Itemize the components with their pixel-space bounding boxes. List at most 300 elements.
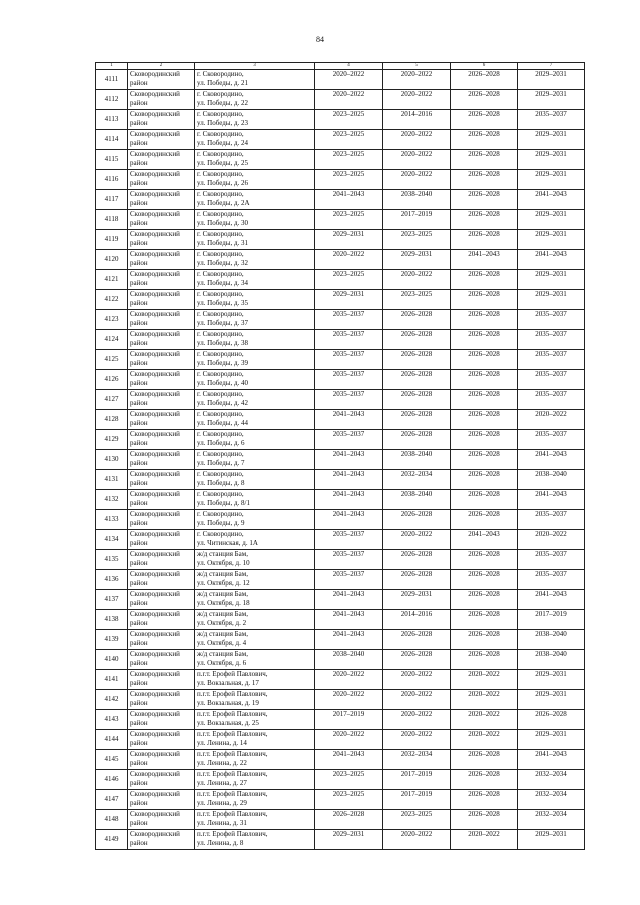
address-line: ж/д станция Бам, <box>197 630 248 638</box>
table-row <box>96 230 585 250</box>
period-cell-col4: 2023–2025 <box>315 210 383 230</box>
district-line: Сковородинский <box>130 270 180 278</box>
district-line: район <box>130 839 148 847</box>
period-cell-col7: 2035–2037 <box>518 510 585 530</box>
district-cell <box>128 150 195 170</box>
period-cell-col5: 2026–2028 <box>383 630 451 650</box>
address-line: п.г.т. Ерофей Павлович, <box>197 810 268 818</box>
table-row <box>96 810 585 830</box>
district-line: район <box>130 739 148 747</box>
district-cell <box>128 730 195 750</box>
district-line: Сковородинский <box>130 70 180 78</box>
district-line: район <box>130 659 148 667</box>
address-line: ул. Победы, д. 31 <box>197 239 249 247</box>
address-line: ул. Октября, д. 6 <box>197 659 247 667</box>
address-cell <box>195 670 315 690</box>
period-cell-col6: 2026–2028 <box>451 750 518 770</box>
address-cell <box>195 450 315 470</box>
district-line: Сковородинский <box>130 770 180 778</box>
table-row <box>96 750 585 770</box>
row-number-cell: 4121 <box>96 270 128 290</box>
district-line: Сковородинский <box>130 730 180 738</box>
period-cell-col4: 2029–2031 <box>315 830 383 850</box>
district-line: Сковородинский <box>130 830 180 838</box>
period-cell-col6: 2026–2028 <box>451 550 518 570</box>
period-cell-col5: 2020–2022 <box>383 130 451 150</box>
district-cell <box>128 190 195 210</box>
address-line: ж/д станция Бам, <box>197 590 248 598</box>
district-cell <box>128 630 195 650</box>
address-line: г. Сковородино, <box>197 450 244 458</box>
row-number-cell: 4136 <box>96 570 128 590</box>
address-line: г. Сковородино, <box>197 290 244 298</box>
table-row <box>96 450 585 470</box>
period-cell-col4: 2023–2025 <box>315 770 383 790</box>
district-line: район <box>130 559 148 567</box>
period-cell-col6: 2026–2028 <box>451 150 518 170</box>
address-line: ул. Октября, д. 4 <box>197 639 247 647</box>
district-line: Сковородинский <box>130 370 180 378</box>
district-line: Сковородинский <box>130 790 180 798</box>
table-row <box>96 550 585 570</box>
table-row <box>96 270 585 290</box>
period-cell-col6: 2026–2028 <box>451 630 518 650</box>
period-cell-col4: 2023–2025 <box>315 170 383 190</box>
district-cell <box>128 770 195 790</box>
district-line: район <box>130 279 148 287</box>
district-line: Сковородинский <box>130 90 180 98</box>
period-cell-col7: 2041–2043 <box>518 750 585 770</box>
district-line: Сковородинский <box>130 210 180 218</box>
period-cell-col6: 2026–2028 <box>451 70 518 90</box>
period-cell-col7: 2035–2037 <box>518 350 585 370</box>
address-cell <box>195 170 315 190</box>
table-row <box>96 470 585 490</box>
district-line: район <box>130 359 148 367</box>
address-line: ул. Победы, д. 2А <box>197 199 250 207</box>
district-line: район <box>130 799 148 807</box>
district-line: район <box>130 499 148 507</box>
table-row <box>96 490 585 510</box>
address-cell <box>195 330 315 350</box>
period-cell-col6: 2026–2028 <box>451 170 518 190</box>
period-cell-col7: 2041–2043 <box>518 190 585 210</box>
table-row <box>96 730 585 750</box>
address-line: ул. Победы, д. 8/1 <box>197 499 250 507</box>
district-cell <box>128 650 195 670</box>
period-cell-col6: 2020–2022 <box>451 710 518 730</box>
period-cell-col7: 2038–2040 <box>518 650 585 670</box>
address-cell <box>195 70 315 90</box>
period-cell-col4: 2017–2019 <box>315 710 383 730</box>
row-number-cell: 4122 <box>96 290 128 310</box>
period-cell-col6: 2026–2028 <box>451 230 518 250</box>
row-number-cell: 4147 <box>96 790 128 810</box>
period-cell-col6: 2026–2028 <box>451 650 518 670</box>
period-cell-col7: 2038–2040 <box>518 630 585 650</box>
district-line: район <box>130 419 148 427</box>
address-line: г. Сковородино, <box>197 250 244 258</box>
address-line: ул. Победы, д. 21 <box>197 79 249 87</box>
district-cell <box>128 130 195 150</box>
header-cell: 2 <box>128 63 195 70</box>
address-line: ул. Октября, д. 2 <box>197 619 247 627</box>
period-cell-col7: 2029–2031 <box>518 270 585 290</box>
period-cell-col6: 2026–2028 <box>451 90 518 110</box>
district-line: Сковородинский <box>130 450 180 458</box>
district-line: Сковородинский <box>130 670 180 678</box>
district-cell <box>128 330 195 350</box>
period-cell-col4: 2041–2043 <box>315 610 383 630</box>
period-cell-col5: 2020–2022 <box>383 670 451 690</box>
period-cell-col5: 2026–2028 <box>383 570 451 590</box>
table-row <box>96 510 585 530</box>
header-cell: 3 <box>195 63 315 70</box>
period-cell-col5: 2038–2040 <box>383 490 451 510</box>
address-cell <box>195 130 315 150</box>
row-number-cell: 4120 <box>96 250 128 270</box>
period-cell-col6: 2020–2022 <box>451 830 518 850</box>
period-cell-col5: 2026–2028 <box>383 330 451 350</box>
period-cell-col4: 2035–2037 <box>315 310 383 330</box>
period-cell-col6: 2026–2028 <box>451 410 518 430</box>
address-line: ул. Победы, д. 7 <box>197 459 245 467</box>
period-cell-col4: 2035–2037 <box>315 530 383 550</box>
address-line: ул. Ленина, д. 29 <box>197 799 247 807</box>
period-cell-col7: 2032–2034 <box>518 810 585 830</box>
district-line: район <box>130 779 148 787</box>
district-cell <box>128 430 195 450</box>
period-cell-col5: 2020–2022 <box>383 90 451 110</box>
address-line: ул. Октября, д. 10 <box>197 559 250 567</box>
period-cell-col4: 2020–2022 <box>315 670 383 690</box>
period-cell-col7: 2020–2022 <box>518 530 585 550</box>
row-number-cell: 4146 <box>96 770 128 790</box>
address-line: ул. Победы, д. 37 <box>197 319 249 327</box>
district-cell <box>128 390 195 410</box>
row-number-cell: 4130 <box>96 450 128 470</box>
district-line: район <box>130 179 148 187</box>
district-line: район <box>130 439 148 447</box>
table-row <box>96 590 585 610</box>
address-line: г. Сковородино, <box>197 310 244 318</box>
address-cell <box>195 290 315 310</box>
address-cell <box>195 750 315 770</box>
address-line: г. Сковородино, <box>197 170 244 178</box>
row-number-cell: 4144 <box>96 730 128 750</box>
address-line: ул. Победы, д. 35 <box>197 299 249 307</box>
period-cell-col4: 2023–2025 <box>315 110 383 130</box>
address-cell <box>195 90 315 110</box>
header-cell: 6 <box>451 63 518 70</box>
address-line: ул. Вокзальная, д. 17 <box>197 679 259 687</box>
period-cell-col7: 2032–2034 <box>518 770 585 790</box>
address-line: ул. Победы, д. 44 <box>197 419 249 427</box>
table-row <box>96 410 585 430</box>
district-line: район <box>130 119 148 127</box>
address-line: г. Сковородино, <box>197 110 244 118</box>
period-cell-col4: 2035–2037 <box>315 350 383 370</box>
period-cell-col5: 2020–2022 <box>383 690 451 710</box>
district-line: Сковородинский <box>130 170 180 178</box>
address-cell <box>195 710 315 730</box>
district-line: Сковородинский <box>130 810 180 818</box>
row-number-cell: 4148 <box>96 810 128 830</box>
address-line: ул. Победы, д. 26 <box>197 179 249 187</box>
district-line: район <box>130 239 148 247</box>
address-cell <box>195 470 315 490</box>
address-cell <box>195 110 315 130</box>
row-number-cell: 4129 <box>96 430 128 450</box>
row-number-cell: 4141 <box>96 670 128 690</box>
table-row <box>96 830 585 850</box>
district-line: Сковородинский <box>130 470 180 478</box>
row-number-cell: 4127 <box>96 390 128 410</box>
period-cell-col4: 2023–2025 <box>315 130 383 150</box>
district-cell <box>128 670 195 690</box>
period-cell-col6: 2026–2028 <box>451 270 518 290</box>
period-cell-col4: 2038–2040 <box>315 650 383 670</box>
period-cell-col7: 2035–2037 <box>518 370 585 390</box>
period-cell-col7: 2029–2031 <box>518 150 585 170</box>
period-cell-col5: 2038–2040 <box>383 190 451 210</box>
period-cell-col7: 2041–2043 <box>518 590 585 610</box>
period-cell-col5: 2032–2034 <box>383 750 451 770</box>
period-cell-col6: 2041–2043 <box>451 530 518 550</box>
district-cell <box>128 550 195 570</box>
address-line: ул. Победы, д. 39 <box>197 359 249 367</box>
period-cell-col7: 2035–2037 <box>518 550 585 570</box>
row-number-cell: 4134 <box>96 530 128 550</box>
district-line: Сковородинский <box>130 190 180 198</box>
address-line: г. Сковородино, <box>197 390 244 398</box>
district-line: Сковородинский <box>130 330 180 338</box>
row-number-cell: 4111 <box>96 70 128 90</box>
district-cell <box>128 470 195 490</box>
row-number-cell: 4133 <box>96 510 128 530</box>
period-cell-col5: 2023–2025 <box>383 230 451 250</box>
table-row <box>96 90 585 110</box>
table-row <box>96 110 585 130</box>
address-cell <box>195 810 315 830</box>
period-cell-col4: 2029–2031 <box>315 290 383 310</box>
period-cell-col4: 2041–2043 <box>315 630 383 650</box>
period-cell-col6: 2026–2028 <box>451 310 518 330</box>
address-line: ул. Октября, д. 18 <box>197 599 250 607</box>
address-cell <box>195 550 315 570</box>
district-line: Сковородинский <box>130 150 180 158</box>
housing-register-table <box>95 62 585 850</box>
district-line: Сковородинский <box>130 550 180 558</box>
period-cell-col7: 2029–2031 <box>518 70 585 90</box>
period-cell-col5: 2017–2019 <box>383 210 451 230</box>
district-line: Сковородинский <box>130 110 180 118</box>
row-number-cell: 4125 <box>96 350 128 370</box>
period-cell-col6: 2026–2028 <box>451 110 518 130</box>
address-line: г. Сковородино, <box>197 210 244 218</box>
period-cell-col7: 2029–2031 <box>518 730 585 750</box>
district-cell <box>128 710 195 730</box>
district-line: Сковородинский <box>130 530 180 538</box>
address-line: г. Сковородино, <box>197 190 244 198</box>
period-cell-col4: 2041–2043 <box>315 590 383 610</box>
district-line: Сковородинский <box>130 630 180 638</box>
district-line: район <box>130 539 148 547</box>
period-cell-col5: 2029–2031 <box>383 250 451 270</box>
table-row <box>96 350 585 370</box>
period-cell-col6: 2026–2028 <box>451 430 518 450</box>
period-cell-col6: 2026–2028 <box>451 570 518 590</box>
address-cell <box>195 830 315 850</box>
district-line: район <box>130 259 148 267</box>
period-cell-col5: 2020–2022 <box>383 270 451 290</box>
table-row <box>96 630 585 650</box>
table-row <box>96 190 585 210</box>
address-cell <box>195 650 315 670</box>
period-cell-col5: 2026–2028 <box>383 510 451 530</box>
district-cell <box>128 490 195 510</box>
period-cell-col5: 2023–2025 <box>383 290 451 310</box>
table-row <box>96 650 585 670</box>
period-cell-col5: 2017–2019 <box>383 770 451 790</box>
table-row <box>96 370 585 390</box>
district-cell <box>128 750 195 770</box>
district-cell <box>128 350 195 370</box>
row-number-cell: 4145 <box>96 750 128 770</box>
address-line: ул. Ленина, д. 31 <box>197 819 247 827</box>
address-line: ул. Победы, д. 22 <box>197 99 249 107</box>
period-cell-col6: 2026–2028 <box>451 290 518 310</box>
district-cell <box>128 90 195 110</box>
address-line: ж/д станция Бам, <box>197 570 248 578</box>
period-cell-col4: 2020–2022 <box>315 70 383 90</box>
period-cell-col7: 2017–2019 <box>518 610 585 630</box>
table-row <box>96 670 585 690</box>
address-line: г. Сковородино, <box>197 70 244 78</box>
row-number-cell: 4118 <box>96 210 128 230</box>
period-cell-col6: 2041–2043 <box>451 250 518 270</box>
district-line: район <box>130 819 148 827</box>
address-cell <box>195 590 315 610</box>
period-cell-col7: 2029–2031 <box>518 210 585 230</box>
district-cell <box>128 610 195 630</box>
row-number-cell: 4115 <box>96 150 128 170</box>
column-number-header-row <box>96 63 585 70</box>
period-cell-col7: 2035–2037 <box>518 390 585 410</box>
district-line: район <box>130 579 148 587</box>
district-line: район <box>130 219 148 227</box>
table-row <box>96 130 585 150</box>
address-line: г. Сковородино, <box>197 330 244 338</box>
period-cell-col6: 2026–2028 <box>451 390 518 410</box>
period-cell-col4: 2023–2025 <box>315 270 383 290</box>
district-line: район <box>130 719 148 727</box>
period-cell-col4: 2035–2037 <box>315 370 383 390</box>
district-cell <box>128 810 195 830</box>
district-line: район <box>130 759 148 767</box>
period-cell-col7: 2035–2037 <box>518 110 585 130</box>
period-cell-col4: 2035–2037 <box>315 390 383 410</box>
district-line: Сковородинский <box>130 570 180 578</box>
period-cell-col7: 2035–2037 <box>518 570 585 590</box>
table-row <box>96 250 585 270</box>
row-number-cell: 4116 <box>96 170 128 190</box>
district-line: район <box>130 599 148 607</box>
address-cell <box>195 410 315 430</box>
district-cell <box>128 830 195 850</box>
district-line: район <box>130 99 148 107</box>
period-cell-col7: 2035–2037 <box>518 430 585 450</box>
district-cell <box>128 270 195 290</box>
district-line: район <box>130 479 148 487</box>
period-cell-col7: 2029–2031 <box>518 130 585 150</box>
address-line: г. Сковородино, <box>197 370 244 378</box>
period-cell-col5: 2020–2022 <box>383 170 451 190</box>
district-line: район <box>130 519 148 527</box>
row-number-cell: 4138 <box>96 610 128 630</box>
address-line: п.г.т. Ерофей Павлович, <box>197 790 268 798</box>
table-row <box>96 70 585 90</box>
period-cell-col6: 2026–2028 <box>451 790 518 810</box>
district-line: Сковородинский <box>130 710 180 718</box>
period-cell-col6: 2026–2028 <box>451 330 518 350</box>
address-line: ул. Победы, д. 30 <box>197 219 249 227</box>
address-line: ул. Победы, д. 9 <box>197 519 245 527</box>
address-cell <box>195 250 315 270</box>
table-row <box>96 290 585 310</box>
period-cell-col7: 2035–2037 <box>518 330 585 350</box>
address-cell <box>195 210 315 230</box>
table-row <box>96 570 585 590</box>
period-cell-col5: 2026–2028 <box>383 410 451 430</box>
district-line: район <box>130 679 148 687</box>
address-line: ж/д станция Бам, <box>197 550 248 558</box>
period-cell-col4: 2041–2043 <box>315 470 383 490</box>
period-cell-col6: 2026–2028 <box>451 130 518 150</box>
district-line: Сковородинский <box>130 750 180 758</box>
address-line: ул. Вокзальная, д. 25 <box>197 719 259 727</box>
period-cell-col5: 2020–2022 <box>383 70 451 90</box>
period-cell-col4: 2041–2043 <box>315 450 383 470</box>
period-cell-col5: 2026–2028 <box>383 430 451 450</box>
period-cell-col5: 2026–2028 <box>383 310 451 330</box>
district-line: Сковородинский <box>130 690 180 698</box>
period-cell-col7: 2041–2043 <box>518 450 585 470</box>
row-number-cell: 4112 <box>96 90 128 110</box>
period-cell-col6: 2020–2022 <box>451 690 518 710</box>
district-cell <box>128 690 195 710</box>
row-number-cell: 4142 <box>96 690 128 710</box>
address-line: ул. Ленина, д. 22 <box>197 759 247 767</box>
district-cell <box>128 250 195 270</box>
address-cell <box>195 350 315 370</box>
period-cell-col6: 2026–2028 <box>451 590 518 610</box>
period-cell-col6: 2026–2028 <box>451 810 518 830</box>
period-cell-col6: 2026–2028 <box>451 450 518 470</box>
table-row <box>96 610 585 630</box>
address-line: г. Сковородино, <box>197 90 244 98</box>
period-cell-col6: 2026–2028 <box>451 490 518 510</box>
district-cell <box>128 790 195 810</box>
period-cell-col4: 2023–2025 <box>315 790 383 810</box>
address-line: п.г.т. Ерофей Павлович, <box>197 730 268 738</box>
period-cell-col5: 2020–2022 <box>383 710 451 730</box>
period-cell-col7: 2029–2031 <box>518 170 585 190</box>
period-cell-col6: 2020–2022 <box>451 670 518 690</box>
period-cell-col4: 2041–2043 <box>315 410 383 430</box>
district-line: Сковородинский <box>130 310 180 318</box>
period-cell-col4: 2035–2037 <box>315 550 383 570</box>
